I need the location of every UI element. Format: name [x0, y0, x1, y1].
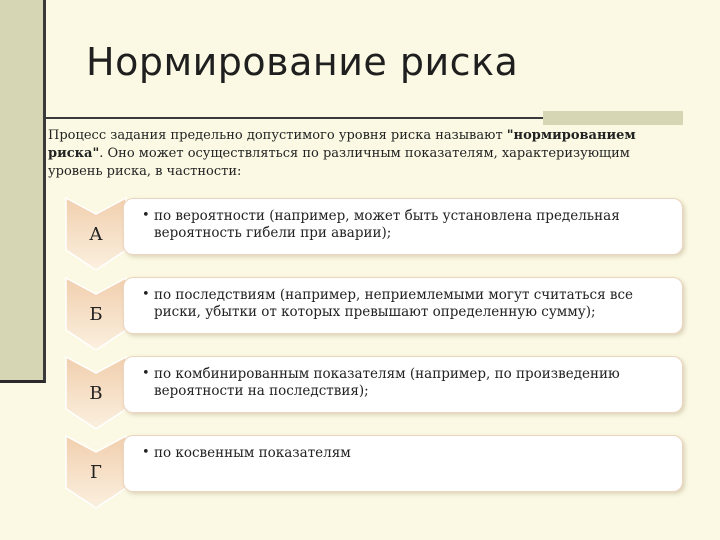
- chevron-a: [60, 196, 132, 272]
- intro-bold-term: "нормированием риска": [48, 128, 636, 161]
- letter-g: Г: [90, 462, 102, 483]
- page-title: Нормирование риска: [86, 40, 519, 84]
- intro-paragraph: [48, 127, 688, 181]
- title-divider: [46, 117, 543, 119]
- item-text-b: по последствиям (например, неприемлемыми могут считаться все риски, убытки от которых превышают определенную сумму);: [154, 287, 634, 320]
- item-text-a: по вероятности (например, может быть установлена предельная вероятность гибели при аварии);: [154, 208, 620, 241]
- bullet-icon: •: [142, 287, 150, 302]
- item-card-b: [123, 277, 683, 334]
- chevron-b: [60, 276, 132, 352]
- item-card-g: [123, 435, 683, 492]
- title-divider-block: [543, 111, 683, 125]
- letter-v: В: [89, 383, 103, 404]
- left-accent-bar: [0, 0, 46, 383]
- item-text-g: по косвенным показателям: [154, 445, 351, 461]
- letter-a: А: [89, 224, 103, 245]
- letter-b: Б: [89, 304, 103, 325]
- item-card-v: [123, 356, 683, 413]
- intro-text-end: . Оно может осуществляться по различным показателям, характеризующим уровень риска, в частности:: [48, 146, 630, 179]
- bullet-icon: •: [142, 208, 150, 223]
- item-text-v: по комбинированным показателям (например, по произведению вероятности на последствия);: [154, 366, 620, 399]
- chevron-g: [60, 434, 132, 510]
- item-card-a: [123, 198, 683, 255]
- intro-text-start: Процесс задания предельно допустимого уровня риска называют: [48, 128, 507, 143]
- chevron-v: [60, 355, 132, 431]
- bullet-icon: •: [142, 366, 150, 381]
- bullet-icon: •: [142, 445, 150, 460]
